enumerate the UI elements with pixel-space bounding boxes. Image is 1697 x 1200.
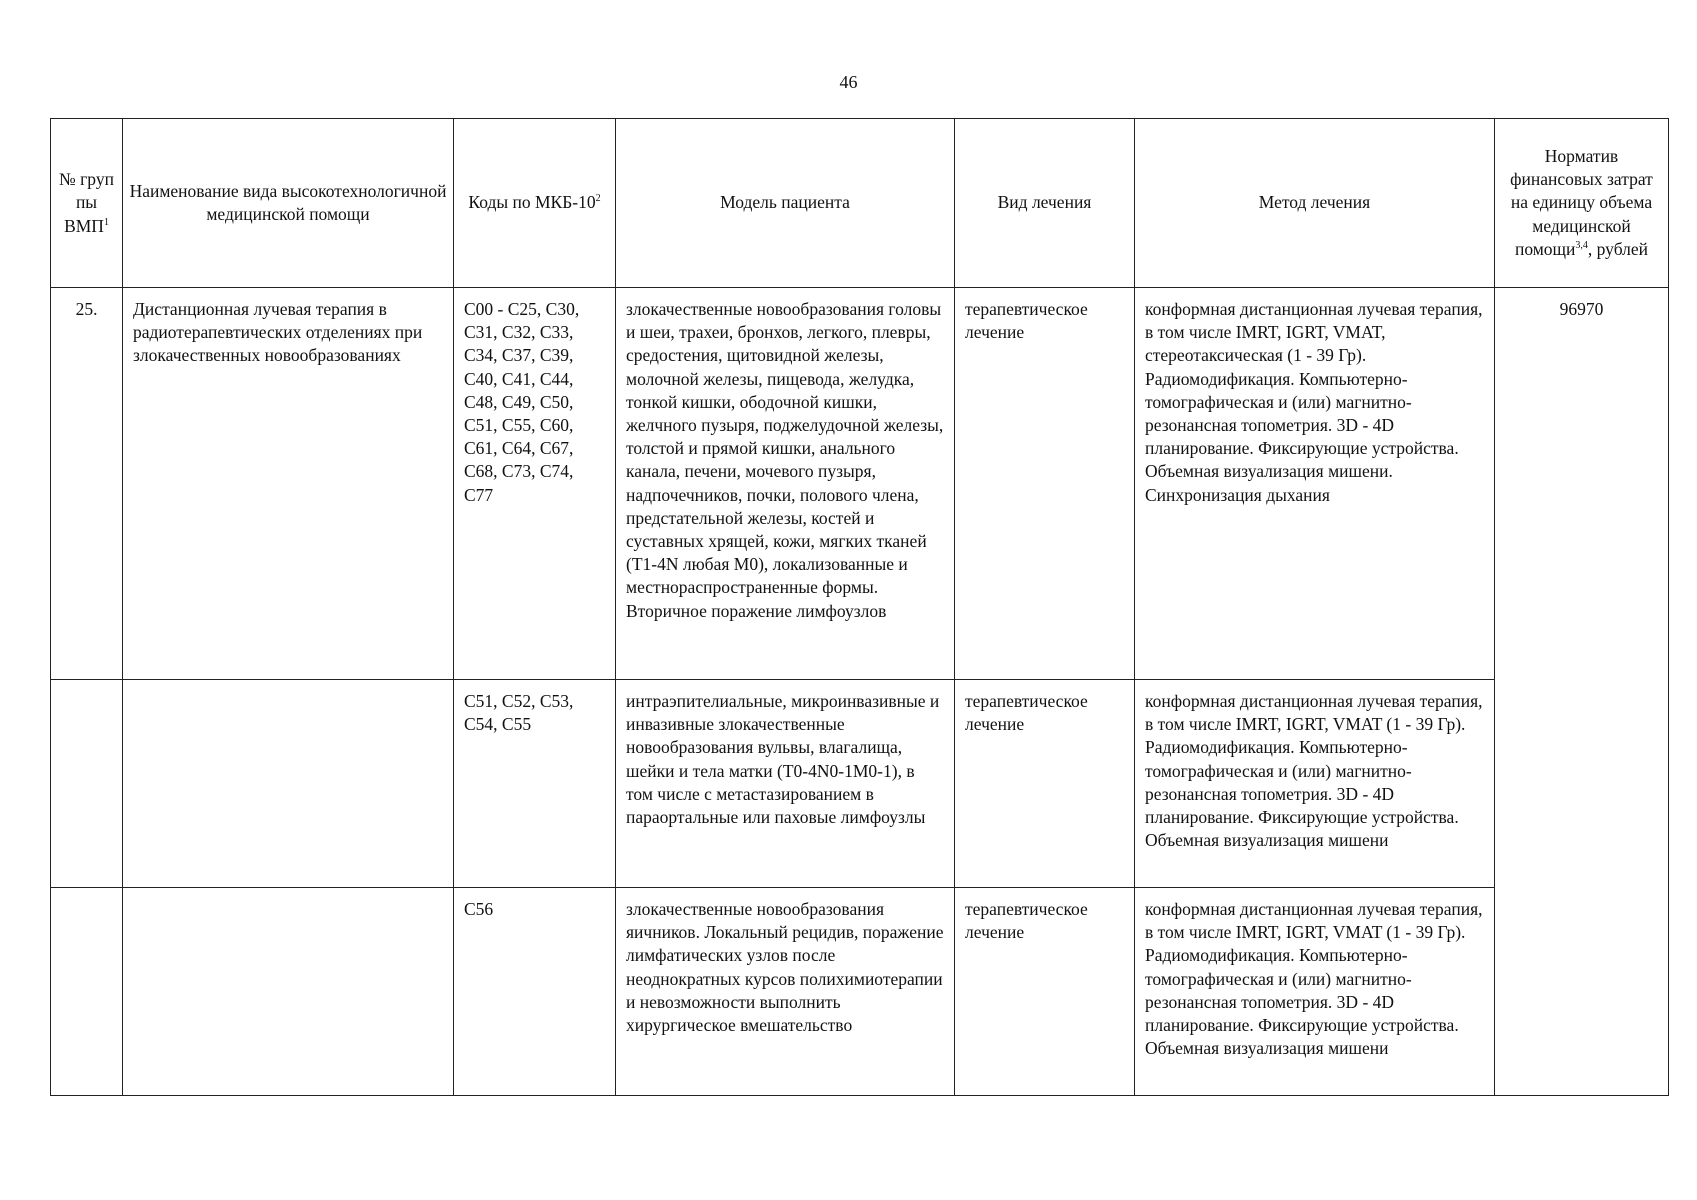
cell-model: злокачественные новообразования яичников. Локальный рецидив, поражение лимфатических узлов после неоднократных курсов полихимиотерапии и невозможности выполнить хирургическое вмешательство — [616, 888, 955, 1096]
header-model: Модель пациента — [616, 119, 955, 288]
cell-model: злокачественные новообразования головы и шеи, трахеи, бронхов, легкого, плевры, средостения, щитовидной железы, молочной железы, пищевода, желудка, тонкой кишки, ободочной кишки, желчного пузыря, поджелудочной железы, толстой и прямой кишки, анального канала, печени, мочевого пузыря, надпочечников, почки, полового члена, предстательной железы, костей и суставных хрящей, кожи, мягких тканей (T1-4N любая M0), локализованные и местнораспространенные формы. Вторичное поражение лимфоузлов — [616, 288, 955, 680]
cell-treatment-type: терапевтическое лечение — [955, 888, 1135, 1096]
cell-model: интраэпителиальные, микроинвазивные и инвазивные злокачественные новообразования вульвы, влагалища, шейки и тела матки (T0-4N0-1M0-1), в том числе с метастазированием в параортальные или паховые лимфоузлы — [616, 680, 955, 888]
header-treatment-type: Вид лечения — [955, 119, 1135, 288]
cell-group-no — [51, 888, 123, 1096]
page-number: 46 — [839, 72, 858, 92]
cell-group-no — [51, 680, 123, 888]
header-method: Метод лечения — [1135, 119, 1495, 288]
table-row — [51, 888, 1669, 1096]
vmp-table — [50, 118, 1669, 1096]
cell-codes: C00 - C25, C30, C31, C32, C33, C34, C37, C39, C40, C41, C44, C48, C49, C50, C51, C55, C60, C61, C64, C67, C68, C73, C74, C77 — [454, 288, 616, 680]
header-group-no: № груп пы ВМП$^1$ — [51, 119, 123, 288]
header-codes: Коды по МКБ-$10^2$ — [454, 119, 616, 288]
cell-treatment-type: терапевтическое лечение — [955, 288, 1135, 680]
cell-name: Дистанционная лучевая терапия в радиотерапевтических отделениях при злокачественных новообразованиях — [123, 288, 454, 680]
header-norm: Норматив финансовых затрат на единицу объема медицинской помощи$^{3,4}$, рублей — [1495, 119, 1669, 288]
table-row — [51, 680, 1669, 888]
cell-name — [123, 680, 454, 888]
cell-norm: 96970 — [1495, 288, 1669, 1096]
cell-method: конформная дистанционная лучевая терапия, в том числе IMRT, IGRT, VMAT, стереотаксическая (1 - 39 Гр). Радиомодификация. Компьютерно-томографическая и (или) магнитно-резонансная топометрия. 3D - 4D планирование. Фиксирующие устройства. Объемная визуализация мишени. Синхронизация дыхания — [1135, 288, 1495, 680]
cell-group-no: 25. — [51, 288, 123, 680]
header-name: Наименование вида высокотехнологичной медицинской помощи — [123, 119, 454, 288]
cell-codes: C56 — [454, 888, 616, 1096]
header-row — [51, 119, 1669, 288]
table-row — [51, 288, 1669, 680]
cell-name — [123, 888, 454, 1096]
cell-method: конформная дистанционная лучевая терапия, в том числе IMRT, IGRT, VMAT (1 - 39 Гр). Радиомодификация. Компьютерно-томографическая и (или) магнитно-резонансная топометрия. 3D - 4D планирование. Фиксирующие устройства. Объемная визуализация мишени — [1135, 680, 1495, 888]
cell-codes: C51, C52, C53, C54, C55 — [454, 680, 616, 888]
cell-method: конформная дистанционная лучевая терапия, в том числе IMRT, IGRT, VMAT (1 - 39 Гр). Радиомодификация. Компьютерно-томографическая и (или) магнитно-резонансная топометрия. 3D - 4D планирование. Фиксирующие устройства. Объемная визуализация мишени — [1135, 888, 1495, 1096]
cell-treatment-type: терапевтическое лечение — [955, 680, 1135, 888]
